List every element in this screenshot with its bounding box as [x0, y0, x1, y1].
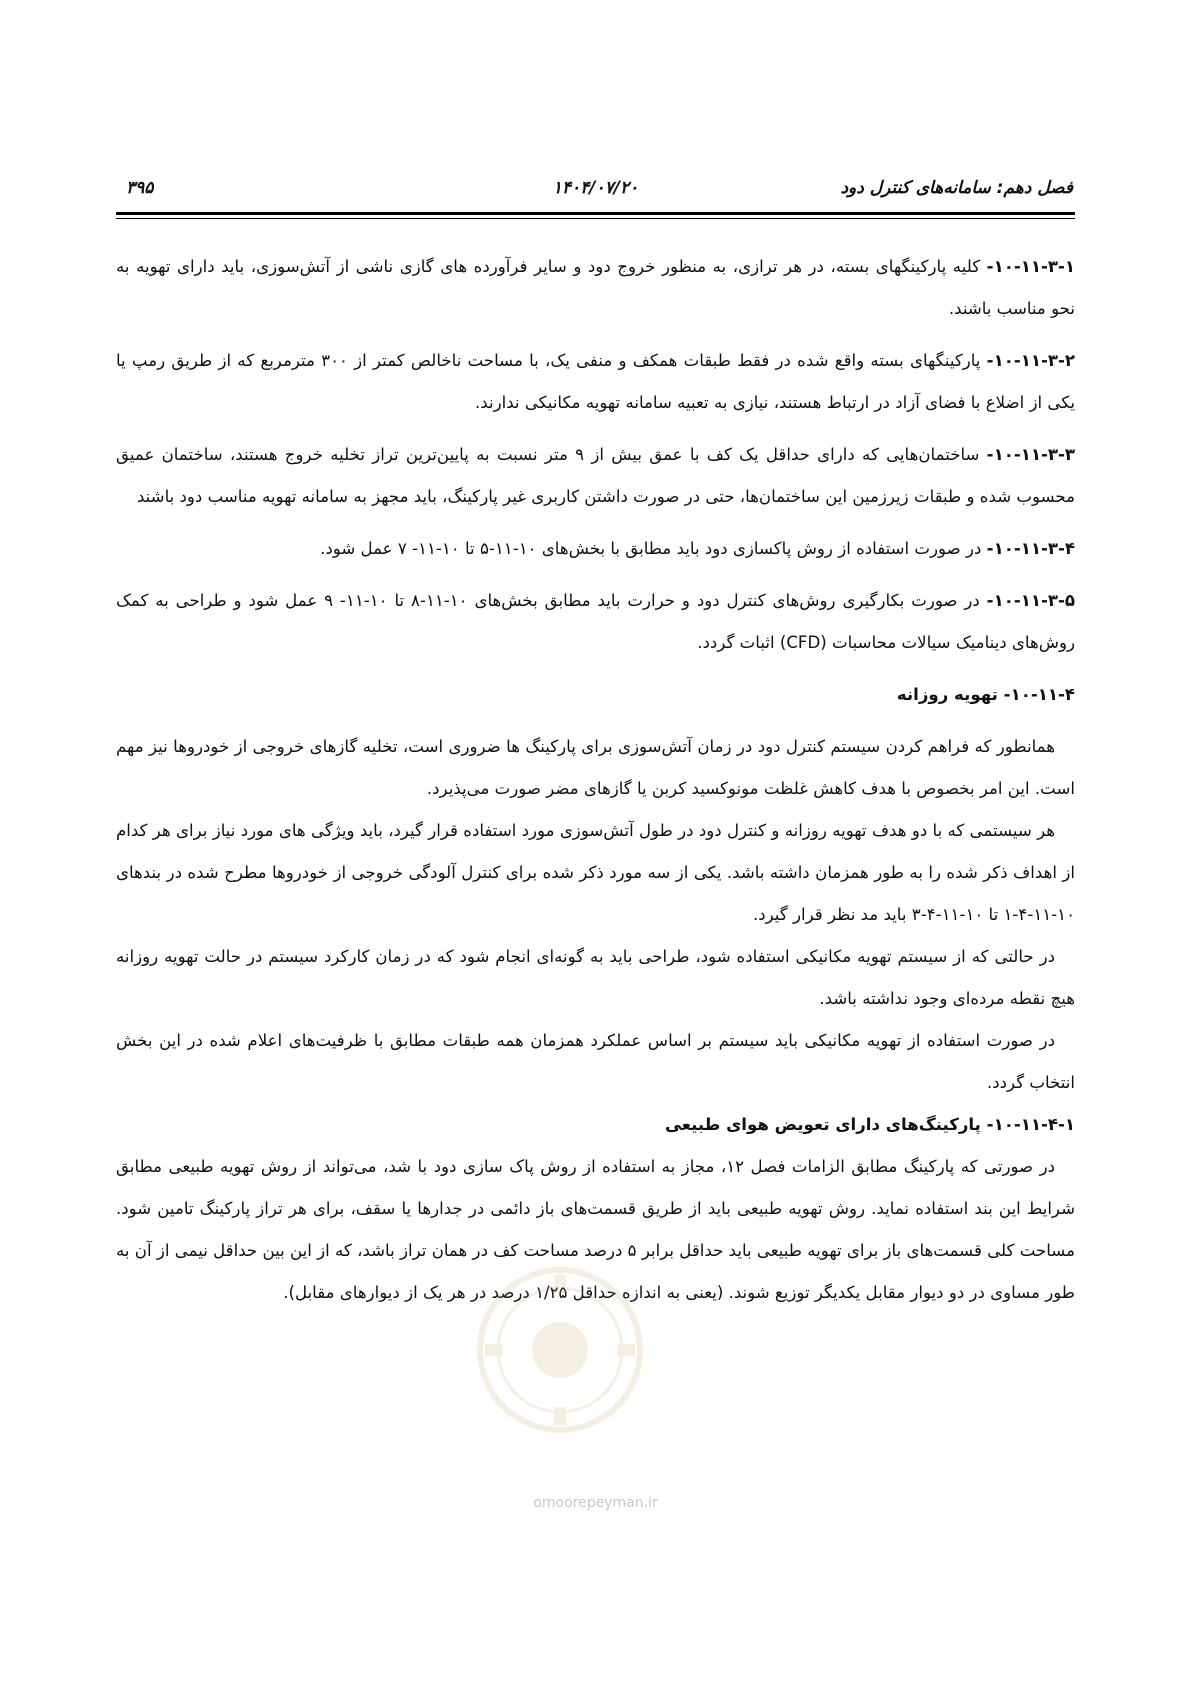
clause-number: ۱۰-۱۱-۳-۱- [986, 257, 1075, 276]
paragraph: در صورت استفاده از تهویه مکانیکی باید سیستم بر اساس عملکرد همزمان همه طبقات مطابق با ظرفیت‌های اعلام شده در این بخش انتخاب گردد. [116, 1031, 1075, 1092]
subsection-heading: ۱۰-۱۱-۴-۱- پارکینگ‌های دارای تعویض هوای طبیعی [664, 1115, 1075, 1134]
watermark-url: omoorepeyman.ir [533, 1495, 658, 1511]
paragraph: همانطور که فراهم کردن سیستم کنترل دود در زمان آتش‌سوزی برای پارکینگ ها ضروری است، تخلیه گازهای خروجی از خودروها نیز مهم است. این امر بخصوص با هدف کاهش غلظت مونوکسید کربن یا گازهای مضر صورت می‌پذیرد. [116, 737, 1075, 798]
header-date: ۱۴۰۴/۰۷/۲۰ [552, 178, 639, 198]
paragraph: هر سیستمی که با دو هدف تهویه روزانه و کنترل دود در طول آتش‌سوزی مورد استفاده قرار گیرد، باید ویژگی های مورد نیاز برای هر کدام از اهداف ذکر شده را به طور همزمان داشته باشد. یکی از سه مورد ذکر شده برای کنترل آلودگی خروجی از خودروها مطرح شده در بندهای ۱۰-۱۱-۴-۱ تا ۱۰-۱۱-۴-۳ باید مد نظر قرار گیرد. [116, 821, 1075, 924]
clause-3 [116, 434, 1075, 518]
page-header [118, 178, 1073, 210]
clause-2 [116, 340, 1075, 424]
clause-1 [116, 246, 1075, 330]
clause-text: پارکینگهای بسته واقع شده در فقط طبقات همکف و منفی یک، با مساحت ناخالص کمتر از ۳۰۰ مترمربع که از طریق رمپ یا یکی از اضلاع با فضای آزاد در ارتباط هستند، نیازی به تعبیه سامانه تهویه مکانیکی ندارند. [116, 351, 1075, 412]
chapter-title: فصل دهم: سامانه‌های کنترل دود [840, 178, 1073, 198]
section-heading: ۱۰-۱۱-۴- تهویه روزانه [896, 685, 1075, 704]
clause-number: ۱۰-۱۱-۳-۳- [986, 445, 1075, 464]
clause-text: در صورت بکارگیری روش‌های کنترل دود و حرارت باید مطابق بخش‌های ۱۰-۱۱-۸ تا ۱۰-۱۱- ۹ عمل شود و طراحی به کمک روش‌های دینامیک سیالات محاسبات (CFD) اثبات گردد. [116, 591, 1075, 652]
clause-text: در صورت استفاده از روش پاکسازی دود باید مطابق با بخش‌های ۱۰-۱۱-۵ تا ۱۰-۱۱- ۷ عمل شود. [320, 539, 987, 558]
watermark-seal-icon [470, 1255, 650, 1445]
paragraph: در حالتی که از سیستم تهویه مکانیکی استفاده شود، طراحی باید به گونه‌ای انجام شود که در زمان کارکرد سیستم در حالت تهویه روزانه هیچ نقطه مرده‌ای وجود نداشته باشد. [116, 947, 1075, 1008]
clause-text: ساختمان‌هایی که دارای حداقل یک کف با عمق بیش از ۹ متر نسبت به پایین‌ترین تراز تخلیه خروج هستند، ساختمان عمیق محسوب شده و طبقات زیرزمین این ساختمان‌ها، حتی در صورت داشتن کاربری غیر پارکینگ، باید مجهز به سامانه تهویه مناسب دود باشند [116, 445, 1075, 506]
clause-number: ۱۰-۱۱-۳-۵- [986, 591, 1075, 610]
clause-5 [116, 580, 1075, 664]
clause-number: ۱۰-۱۱-۳-۲- [986, 351, 1075, 370]
header-rule-thin [116, 218, 1075, 219]
paragraph: در صورتی که پارکینگ مطابق الزامات فصل ۱۲، مجاز به استفاده از روش پاک سازی دود با شد، می‌تواند از روش تهویه طبیعی مطابق شرایط این بند استفاده نماید. روش تهویه طبیعی باید از طریق قسمت‌های باز دائمی در جدارها یا سقف، برای هر تراز پارکینگ تامین شود. مساحت کلی قسمت‌های باز برای تهویه طبیعی باید حداقل برابر ۵ درصد مساحت کف در همان تراز باشد، که از این بین حداقل نیمی از آن به طور مساوی در دو دیوار مقابل یکدیگر توزیع شوند. (یعنی به اندازه حداقل ۱/۲۵ درصد در هر یک از دیوارهای مقابل). [116, 1157, 1075, 1302]
page-number: ۳۹۵ [126, 178, 154, 198]
clause-number: ۱۰-۱۱-۳-۴- [986, 539, 1075, 558]
header-rule-thick [116, 212, 1075, 215]
page-body [116, 246, 1075, 1314]
clause-4 [116, 528, 1075, 570]
clause-text: کلیه پارکینگهای بسته، در هر ترازی، به منظور خروج دود و سایر فرآورده های گازی ناشی از آتش‌سوزی، باید دارای تهویه به نحو مناسب باشند. [116, 257, 1075, 318]
